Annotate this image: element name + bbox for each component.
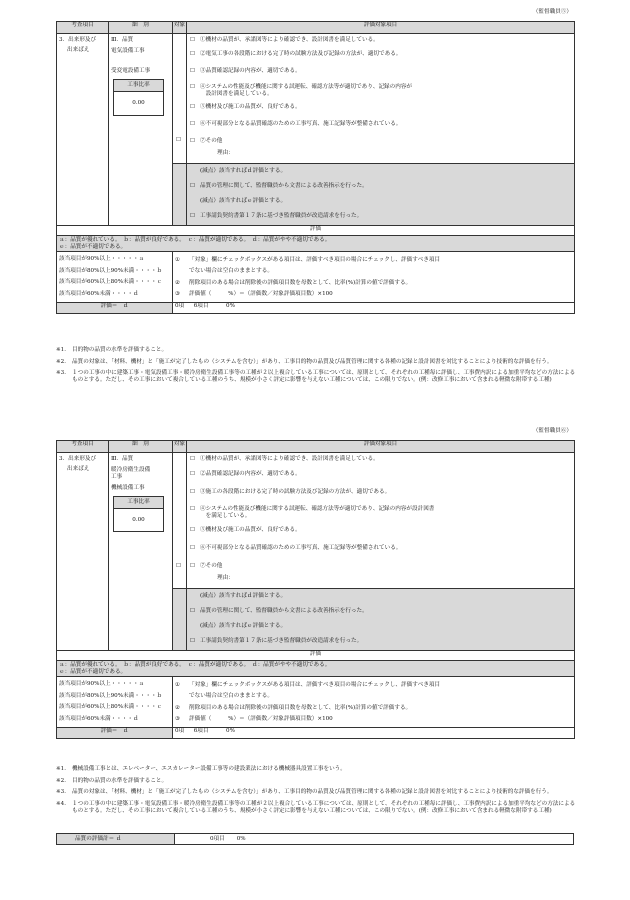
notes-cell [173,677,575,728]
ratio-label: 工事比率 [114,497,163,509]
footnotes [56,347,576,389]
ranges-cell [57,677,173,728]
range-line: 該当項目が80%以上90%未満・・・・ｂ [59,692,163,699]
footnote-number: ※1． [56,766,70,772]
note-text: 評価値（ %）＝（評価数／対象評価項目数）×100 [189,291,333,298]
checkbox[interactable]: ☐ [190,471,196,477]
category-cell [57,34,109,226]
checkbox[interactable]: ☐ [190,138,196,144]
header-target: 対象 [173,441,187,453]
checkbox[interactable]: ☐ [190,104,196,110]
footnote-text: １つの工事の中に建築工事・電気設備工事・暖冷房衛生設備工事等の工種が２以上複合している工事については、原則として、それぞれの工種毎に評価し、工事費内訳による加重平均などの方法によるものとする。ただし、その工事において複合している工種のうち、規模が小さく評定に影響を与えない工種については、この限りでない。(例：改修工事において含まれる軽微な附帯する工種) [72,370,576,384]
footnote-number: ※2． [56,358,70,365]
checkbox[interactable]: ☐ [190,608,196,615]
range-line: 該当項目が90%以上・・・・・ａ [59,681,145,688]
note-text: 削除項目のある場合は削除後の評価項目数を母数として、比率(%)計算の値で評価する。 [189,279,412,286]
eval-item: ⑤機材及び施工の品質が、良好である。 [200,104,301,110]
eval-item: ②品質確認記録の内容が、適切である。 [200,471,301,477]
ranges-cell [57,252,173,303]
footnote-text: １つの工事の中に建築工事・電気設備工事・暖冷房衛生設備工事等の工種が２以上複合している工事については、原則として、それぞれの工種毎に評価し、工事費内訳による加重平均などの方法によるものとする。ただし、その工事において複合している工種のうち、規模が小さく評定に影響を与えない工種については、この限りでない。(例：改修工事において含まれる軽微な附帯する工種) [72,801,576,814]
sub-item: 機械設備工事 [111,485,145,492]
checkbox[interactable]: ☐ [190,37,196,43]
footnote-text: 品質の対象は、「材料、機材」と「施工が完了したもの（システムを含む）」があり、工事目的物の品質及び品質管理に関する各種の記録と設計図書を対比することにより技術的な評価を行う。 [72,789,553,796]
grades-line: ａ：品質が優れている。 ｂ：品質が良好である。 ｃ：品質が適切である。 ｄ：品質がやや不適切である。 [59,237,331,243]
header-item: 考査項目 [57,441,109,453]
sub-item [111,58,170,64]
sub-item-cell [109,34,173,226]
eval-item: ①機材の品質が、承諾図等により確認でき、設計図書を満足している。 [200,456,379,462]
adjustment-text: (減点）該当すればｅ評価とする。 [200,198,287,205]
result-count: 0項 [175,303,185,310]
ratio-box [113,496,164,532]
result-label: 評価＝ ｄ [57,303,173,314]
note-number: ① [175,681,181,688]
footnote-number: ※2． [56,777,70,784]
note-text: 「対象」欄にチェックボックスがある項目は、評価すべき項目の場合にチェックし、評価すべき項目 [189,256,441,263]
category-line: 出来ばえ [67,465,90,472]
adjustment-text: 品質の管理に関して、監督職員から文書による改善指示を行った。 [200,608,368,615]
checkbox[interactable]: ☐ [190,183,196,190]
footnote-number: ※4． [56,801,70,808]
grades-cell [57,236,575,252]
result-count: 0項 [175,728,185,735]
grades-cell [57,661,575,677]
result-label: 評価＝ ｄ [57,728,173,739]
eval-item: ④システムの性能及び機能に関する試運転、確認方法等が適切であり、記録の内容が 設計図書を満足している。 [200,84,413,97]
sub-item-cell [109,453,173,651]
adjustment-text: 品質の管理に関して、監督職員から文書による改善指示を行った。 [200,183,368,190]
sub-item: 電気設備工事 [111,47,145,54]
category-cell [57,453,109,651]
evaluation-table [56,440,575,739]
checkbox[interactable]: ☐ [190,121,196,127]
checkbox[interactable]: ☐ [190,563,196,569]
header-detail: 細 別 [109,22,173,34]
checkbox[interactable]: ☐ [190,545,196,551]
checkbox[interactable]: ☐ [190,456,196,462]
ratio-value[interactable]: 0.00 [132,99,145,106]
total-count: 0項目 [210,835,225,842]
range-line: 該当項目が60%以上80%未満・・・・ｃ [59,704,163,711]
header-eval-items: 評価対象項目 [187,22,575,34]
eval-title: 評価 [57,226,575,236]
eval-item: ②電気工事の各段階における完了時の試験方法及び記録の方法が、適切である。 [200,51,402,57]
sub-item: Ⅲ．品質 [111,37,134,43]
range-line: 該当項目が90%以上・・・・・ａ [59,256,145,263]
result-cell [173,728,575,739]
header-eval-items: 評価対象項目 [187,441,575,453]
sub-item: 暖冷房衛生設備 [111,466,151,473]
eval-item: ③施工の各段階における完了時の試験方法及び記録の方法が、適切である。 [200,489,391,495]
items-cell [187,453,575,589]
grades-line: ａ：品質が優れている。 ｂ：品質が良好である。 ｃ：品質が適切である。 ｄ：品質がやや不適切である。 [59,662,331,668]
result-pct: 0% [226,728,235,735]
target-cell [173,34,187,164]
adj-target-cell [173,589,187,651]
checkbox[interactable]: ☐ [190,489,196,495]
items-cell [187,34,575,164]
evaluation-table [56,21,575,314]
adjustment-text: 工事請負契約書第１７条に基づき監督職員が改造請求を行った。 [200,638,363,645]
footnote-number: ※1． [56,347,70,353]
header-item: 考査項目 [57,22,109,34]
note-text: 「対象」欄にチェックボックスがある項目は、評価すべき項目の場合にチェックし、評価すべき項目 [189,681,441,688]
category-line: 出来ばえ [67,46,90,53]
total-label: 品質の評価計＝ ｄ [57,834,175,844]
adjustment-text: 工事請負契約書第１７条に基づき監督職員が改造請求を行った。 [200,213,363,220]
adjustment-text: (減点）該当すればｄ評価とする。 [200,593,287,600]
footnote-text: 品質の対象は、「材料、機材」と「施工が完了したもの（システムを含む）」があり、工事目的物の品質及び品質管理に関する各種の記録と設計図書を対比することにより技術的な評価を行う。 [72,358,553,365]
checkbox[interactable]: ☐ [190,213,196,220]
range-line: 該当項目が60%以上80%未満・・・・ｃ [59,279,163,286]
header-target: 対象 [173,22,187,34]
eval-item: ③品質確認記録の内容が、適切である。 [200,68,301,74]
ratio-value[interactable]: 0.00 [132,516,145,523]
ratio-box [113,79,164,115]
adjustment-text: (減点）該当すればｅ評価とする。 [200,623,287,630]
footnote-number: ※3． [56,789,70,796]
footnotes [56,766,576,820]
category-line: 3．出来形及び [59,456,97,462]
result-items: 6項目 [193,728,209,735]
adj-target-cell [173,164,187,226]
reason-label: 理由： [217,150,234,156]
eval-item: ⑤機材及び施工の品質が、良好である。 [200,527,301,533]
sub-item: 受変電設備工事 [111,68,151,75]
eval-item: ④システムの性能及び機能に関する試運転、確認方法等が適切であり、記録の内容が設計図書 を満足している。 [200,506,435,519]
target-checkbox[interactable]: ☐ [176,137,182,143]
note-number: ③ [175,716,181,723]
total-pct: 0% [236,835,246,842]
target-checkbox[interactable]: ☐ [176,563,182,569]
sub-item: 工事 [111,474,123,481]
notes-cell [173,252,575,303]
adjustments-cell [187,164,575,226]
checkbox[interactable]: ☐ [190,527,196,533]
checkbox[interactable]: ☐ [190,84,196,90]
quality-total [56,833,574,845]
note-number: ② [175,279,181,286]
result-cell [173,303,575,314]
adjustments-cell [187,589,575,651]
eval-item: ⑥不可視部分となる品質確認のための工事写真、施工記録等が整備されている。 [200,121,402,127]
checkbox[interactable]: ☐ [190,51,196,57]
footnote-text: 目的物の品質の水準を評価すること。 [72,347,168,353]
result-items: 6項目 [193,303,209,310]
footnote-text: 目的物の品質の水準を評価すること。 [72,777,168,784]
footnote-number: ※3． [56,370,70,377]
note-text: でない場合は空白のままとする。 [189,268,273,275]
category-line: 3．出来形及び [59,37,97,43]
sub-item: Ⅲ．品質 [111,456,134,462]
section-tag: （監督職員⑤） [532,9,572,15]
note-text: 評価値（ %）＝（評価数／対象評価項目数）×100 [189,716,333,723]
grades-line: ｅ：品質が不適切である。 [59,668,127,675]
target-cell [173,453,187,589]
checkbox[interactable]: ☐ [190,68,196,74]
note-number: ② [175,704,181,711]
checkbox[interactable]: ☐ [190,506,196,512]
note-number: ③ [175,291,181,298]
note-text: 削除項目のある場合は削除後の評価項目数を母数として、比率(%)計算の値で評価する。 [189,704,412,711]
eval-title: 評価 [57,651,575,661]
note-text: でない場合は空白のままとする。 [189,693,273,700]
range-line: 該当項目が80%以上90%未満・・・・ｂ [59,267,163,274]
checkbox[interactable]: ☐ [190,638,196,645]
footnote-text: 機械設備工事とは、エレベーター、エスカレーター設備工事等の建設業法における機械器具設置工事をいう。 [72,766,346,772]
eval-item: ⑥不可視部分となる品質確認のための工事写真、施工記録等が整備されている。 [200,545,402,551]
reason-label: 理由： [217,575,234,581]
result-pct: 0% [226,303,235,310]
header-detail: 細 別 [109,441,173,453]
eval-item: ⑦その他 [200,563,223,569]
section-tag: （監督職員⑥） [532,428,572,434]
eval-item: ⑦その他 [200,138,223,144]
range-line: 該当項目が60%未満・・・・ｄ [59,715,139,722]
ratio-label: 工事比率 [114,80,163,92]
range-line: 該当項目が60%未満・・・・ｄ [59,290,139,297]
adjustment-text: (減点）該当すればｄ評価とする。 [200,168,287,175]
grades-line: ｅ：品質が不適切である。 [59,243,127,250]
note-number: ① [175,256,181,263]
eval-item: ①機材の品質が、承諾図等により確認でき、設計図書を満足している。 [200,37,379,43]
